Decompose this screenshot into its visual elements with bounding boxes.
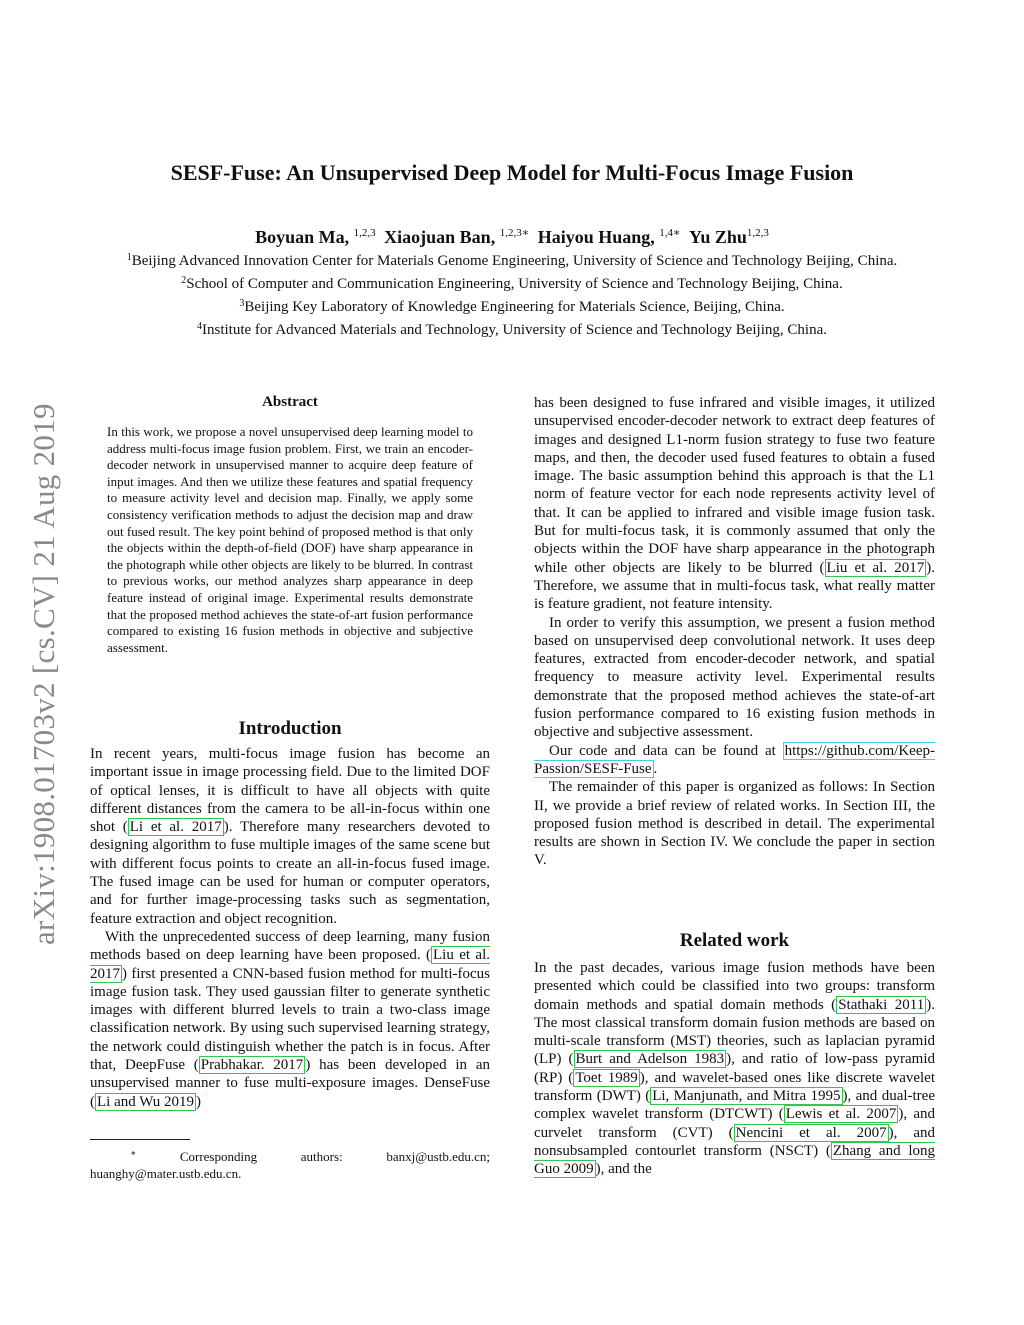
abstract-heading: Abstract: [262, 394, 318, 410]
author-name: Haiyou Huang, $^{1,4∗}$: [537, 227, 681, 247]
citation-link[interactable]: Stathaki 2011: [838, 996, 925, 1013]
related-work-heading: Related work: [679, 930, 790, 951]
paragraph: In recent years, multi-focus image fusion has become an important issue in image processing field. Due to the limited DOF of optical lenses, it is difficult to have all objects with quite different distances from the camera to be all-in-focus within one shot ( Li et al. 2017 ). Therefore many researchers devoted to designing algorithm to fuse multiple images of the same scene but with different focus points to create an all-in-focus fused image. The fused image can be used for human or computer operators, and for further image-processing tasks such as segmentation, feature extraction and object recognition.: [90, 746, 490, 927]
paper-title: SESF-Fuse: An Unsupervised Deep Model for Multi-Focus Image Fusion: [170, 160, 854, 185]
introduction-body-right: [534, 394, 935, 870]
author-list: [0, 226, 1024, 248]
abstract-text: In this work, we propose a novel unsupervised deep learning model to address multi-focus image fusion problem. First, we train an encoder-decoder network in unsupervised manner to acquire deep feature of input images. And then we utilize these features and spatial frequency to measure activity level and decision map. Finally, we apply some consistency verification methods to adjust the decision map and draw out fused result. The key point behind of proposed method is that only the objects within the depth-of-field (DOF) have sharp appearance in the photograph while other objects are likely to be blurred. In contrast to previous works, our method analyzes sharp appearance in deep feature instead of original image. Experimental results demonstrate that the proposed method achieves the state-of-art fusion performance compared to existing 16 fusion methods in objective and subjective assessment.: [107, 424, 473, 655]
paragraph: In order to verify this assumption, we present a fusion method based on unsupervised deep convolutional network. It uses deep features, extracted from encoder-decoder network, and spatial frequency to measure activity level. Experimental results demonstrate that the proposed method achieves the state-of-art fusion performance compared to 16 existing fusion methods in objective and subjective assessment.: [534, 614, 935, 741]
related-work-body: [534, 959, 935, 1179]
code-url-link[interactable]: https://github.com/Keep-Passion/SESF-Fuse: [534, 742, 935, 777]
arxiv-identifier: arXiv:1908.01703v2 [cs.CV] 21 Aug 2019: [26, 403, 61, 945]
author-name: Xiaojuan Ban, $^{1,2,3∗}$: [384, 227, 530, 247]
citation-link[interactable]: Liu et al. 2017: [826, 559, 925, 576]
affiliation: $^2$School of Computer and Communication Engineering, University of Science and Technology Beijing, China.: [181, 275, 843, 292]
citation-link[interactable]: Prabhakar. 2017: [200, 1057, 304, 1074]
citation-link[interactable]: Li, Manjunath, and Mitra 1995: [652, 1088, 841, 1105]
paragraph: In the past decades, various image fusion methods have been presented which could be classified into two groups: transform domain methods and spatial domain methods ( Stathaki 2011 ). The most classical transform domain fusion methods are based on multi-scale transform (MST) theories, such as laplacian pyramid (LP) ( Burt and Adelson 1983 ), and ratio of low-pass pyramid (RP) ( Toet 1989 ), and wavelet-based ones like discrete wavelet transform (DWT) ( Li, Manjunath, and Mitra 1995 ), and dual-tree complex wavelet transform (DTCWT) ( Lewis et al. 2007 ), and curvelet transform (CVT) ( Nencini et al. 2007 ), and nonsubsampled contourlet transform (NSCT) ( Zhang and long Guo 2009 ), and the: [534, 960, 936, 1178]
paragraph: Our code and data can be found at https://github.com/Keep-Passion/SESF-Fuse .: [534, 742, 935, 777]
paragraph: With the unprecedented success of deep learning, many fusion methods based on deep learning have been proposed. ( Liu et al. 2017 ) first presented a CNN-based fusion method for multi-focus image fusion task. They used gaussian filter to generate synthetic images with different blurred levels to train a two-class image classification network. By using such supervised learning strategy, the network could distinguish whether the patch is in focus. After that, DeepFuse ( Prabhakar. 2017 ) has been developed in an unsupervised manner to fuse multi-exposure images. DenseFuse ( Li and Wu 2019 ): [90, 928, 491, 1110]
citation-link[interactable]: Nencini et al. 2007: [735, 1124, 887, 1141]
citation-link[interactable]: Li et al. 2017: [129, 819, 222, 836]
citation-link[interactable]: Burt and Adelson 1983: [575, 1051, 725, 1068]
affiliation: $^4$Institute for Advanced Materials and Technology, University of Science and Technology Beijing, China.: [197, 321, 827, 338]
citation-link[interactable]: Li and Wu 2019: [97, 1093, 195, 1110]
citation-link[interactable]: Liu et al. 2017: [90, 947, 491, 982]
affiliation: $^3$Beijing Key Laboratory of Knowledge Engineering for Materials Science, Beijing, China.: [239, 298, 785, 315]
citation-link[interactable]: Lewis et al. 2007: [785, 1106, 897, 1123]
author-name: Yu Zhu$^{1,2,3}$: [688, 227, 769, 247]
paragraph: has been designed to fuse infrared and visible images, it utilized unsupervised encoder-decoder network to extract deep features of images and designed L1-norm fusion strategy to fuse two feature maps, and then, the decoder used fused features to obtain a fused image. The basic assumption behind this approach is that the L1 norm of feature vector for each node represents activity level of that. It can be applied to infrared and visible image fusion task. But for multi-focus task, it is commonly assumed that only the objects within the DOF have sharp appearance in the photograph while other objects are likely to be blurred ( Liu et al. 2017 ). Therefore, we assume that in multi-focus task, what really matter is feature gradient, not feature intensity.: [534, 395, 935, 613]
paragraph: The remainder of this paper is organized as follows: In Section II, we provide a brief review of related works. In Section III, the proposed fusion method is described in detail. The experimental results are shown in Section IV. We conclude the paper in section V.: [534, 779, 935, 869]
citation-link[interactable]: Zhang and long Guo 2009: [534, 1142, 935, 1178]
affiliation: $^1$Beijing Advanced Innovation Center for Materials Genome Engineering, University of Science and Technology Beijing, China.: [126, 252, 898, 269]
author-name: Boyuan Ma, $^{1,2,3}$: [255, 227, 376, 247]
footnote: ∗ Corresponding authors: banxj@ustb.edu.cn; huanghy@mater.ustb.edu.cn.: [90, 1148, 491, 1181]
citation-link[interactable]: Toet 1989: [575, 1069, 638, 1086]
footnote-rule: [90, 1139, 190, 1140]
introduction-heading: Introduction: [238, 718, 342, 739]
affiliations: [60, 248, 964, 340]
introduction-body-left: [90, 745, 490, 1111]
